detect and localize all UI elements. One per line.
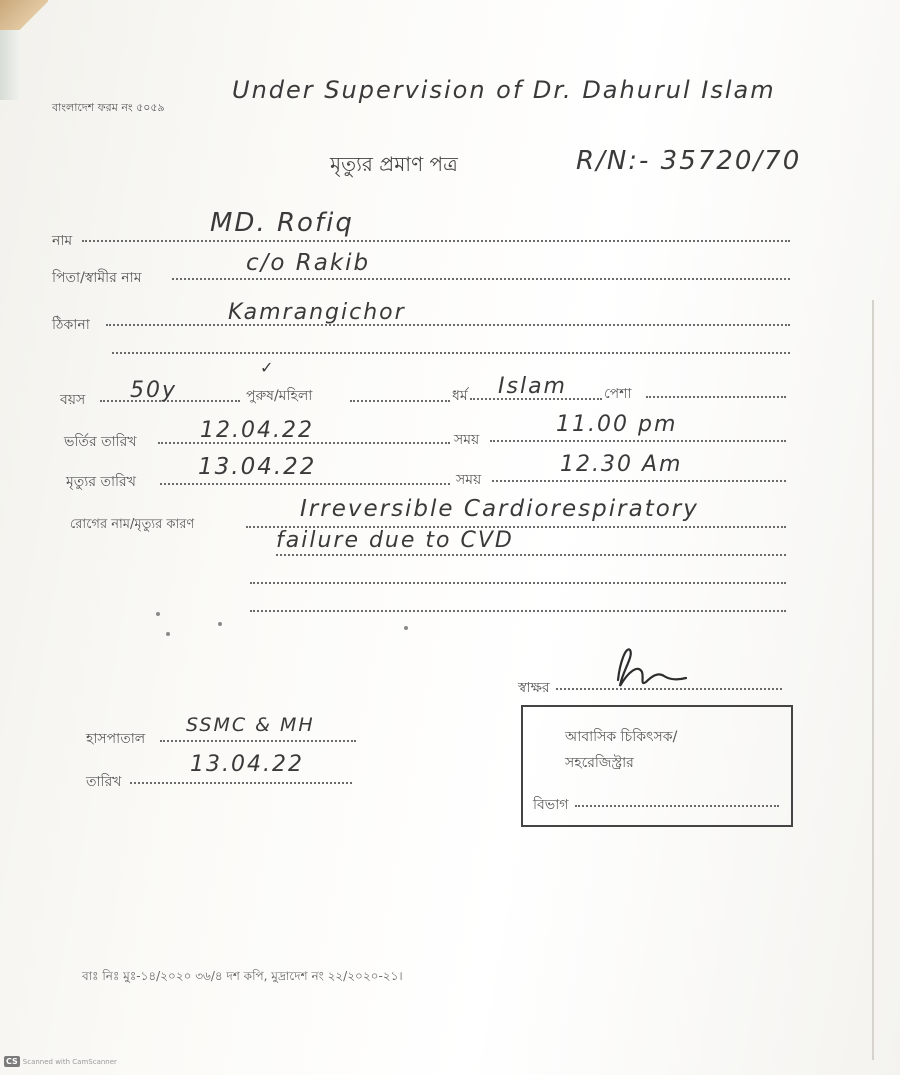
religion-value: Islam <box>498 374 567 399</box>
signature-scribble <box>608 642 688 694</box>
ink-speck <box>404 626 408 630</box>
cause-line-2 <box>276 554 786 556</box>
ink-speck <box>166 632 170 636</box>
cause-value-line-2: failure due to CVD <box>276 528 514 553</box>
date-line <box>130 782 352 784</box>
father-line <box>172 278 790 280</box>
death-time-line <box>492 480 786 482</box>
date-value: 13.04.22 <box>190 752 304 777</box>
gender-line <box>350 400 450 402</box>
ink-speck <box>156 612 160 616</box>
resident-physician-label: আবাসিক চিকিৎসক/ <box>565 729 678 745</box>
father-label: পিতা/স্বামীর নাম <box>52 270 142 286</box>
cause-line-4 <box>250 610 786 612</box>
hospital-line <box>160 740 356 742</box>
father-value: c/o Rakib <box>246 250 371 276</box>
scanner-badge: CS <box>6 1057 18 1066</box>
address-line <box>106 324 790 326</box>
admission-date-value: 12.04.22 <box>200 418 314 443</box>
hospital-label: হাসপাতাল <box>86 731 146 747</box>
signature-label: স্বাক্ষর <box>518 680 550 696</box>
page-fold-line <box>872 300 874 1060</box>
supervision-note: Under Supervision of Dr. Dahurul Islam <box>232 76 776 104</box>
gender-check-mark: ✓ <box>260 358 276 377</box>
cause-value-line-1: Irreversible Cardiorespiratory <box>300 496 699 522</box>
ink-speck <box>218 622 222 626</box>
death-date-label: মৃত্যুর তারিখ <box>66 474 136 490</box>
age-label: বয়স <box>60 392 86 408</box>
scanner-watermark <box>4 1056 117 1067</box>
admission-time-line <box>490 440 786 442</box>
admission-time-value: 11.00 pm <box>556 412 678 437</box>
table-surface <box>0 0 48 34</box>
print-note: বাঃ নিঃ মুঃ-১৪/২০২০ ৩৬/৪ দশ কপি, মুদ্রাদেশ নং ২২/২০২০-২১। <box>82 969 403 983</box>
name-value: MD. Rofiq <box>210 208 354 238</box>
certificate-title: মৃত্যুর প্রমাণ পত্র <box>330 152 458 176</box>
death-time-label: সময় <box>456 472 482 488</box>
religion-label: ধর্ম <box>452 388 468 404</box>
address-line-2 <box>112 352 790 354</box>
address-value: Kamrangichor <box>228 300 406 325</box>
department-line <box>575 805 779 807</box>
name-line <box>82 240 790 242</box>
cause-label: রোগের নাম/মৃত্যুর কারণ <box>70 517 195 532</box>
page-edge-shadow <box>0 30 20 100</box>
death-date-value: 13.04.22 <box>198 454 317 480</box>
stamp-box <box>521 705 793 827</box>
death-date-line <box>160 483 450 485</box>
occupation-line <box>646 396 786 398</box>
age-value: 50y <box>130 378 178 403</box>
admission-time-label: সময় <box>454 432 480 448</box>
department-label: বিভাগ <box>533 797 569 813</box>
admission-date-label: ভর্তির তারিখ <box>64 434 137 450</box>
hospital-value: SSMC & MH <box>186 714 315 736</box>
death-time-value: 12.30 Am <box>560 452 683 477</box>
date-label: তারিখ <box>86 774 122 790</box>
registrar-label: সহরেজিস্ট্রার <box>565 755 634 771</box>
occupation-label: পেশা <box>604 386 632 402</box>
cause-line-3 <box>250 582 786 584</box>
gender-label: পুরুষ/মহিলা <box>246 388 313 404</box>
name-label: নাম <box>52 233 73 249</box>
scanner-text: Scanned with CamScanner <box>22 1058 117 1066</box>
address-label: ঠিকানা <box>52 317 90 333</box>
form-number: বাংলাদেশ ফরম নং ৫০৫৯ <box>52 101 165 114</box>
registration-number: R/N:- 35720/70 <box>576 146 802 176</box>
